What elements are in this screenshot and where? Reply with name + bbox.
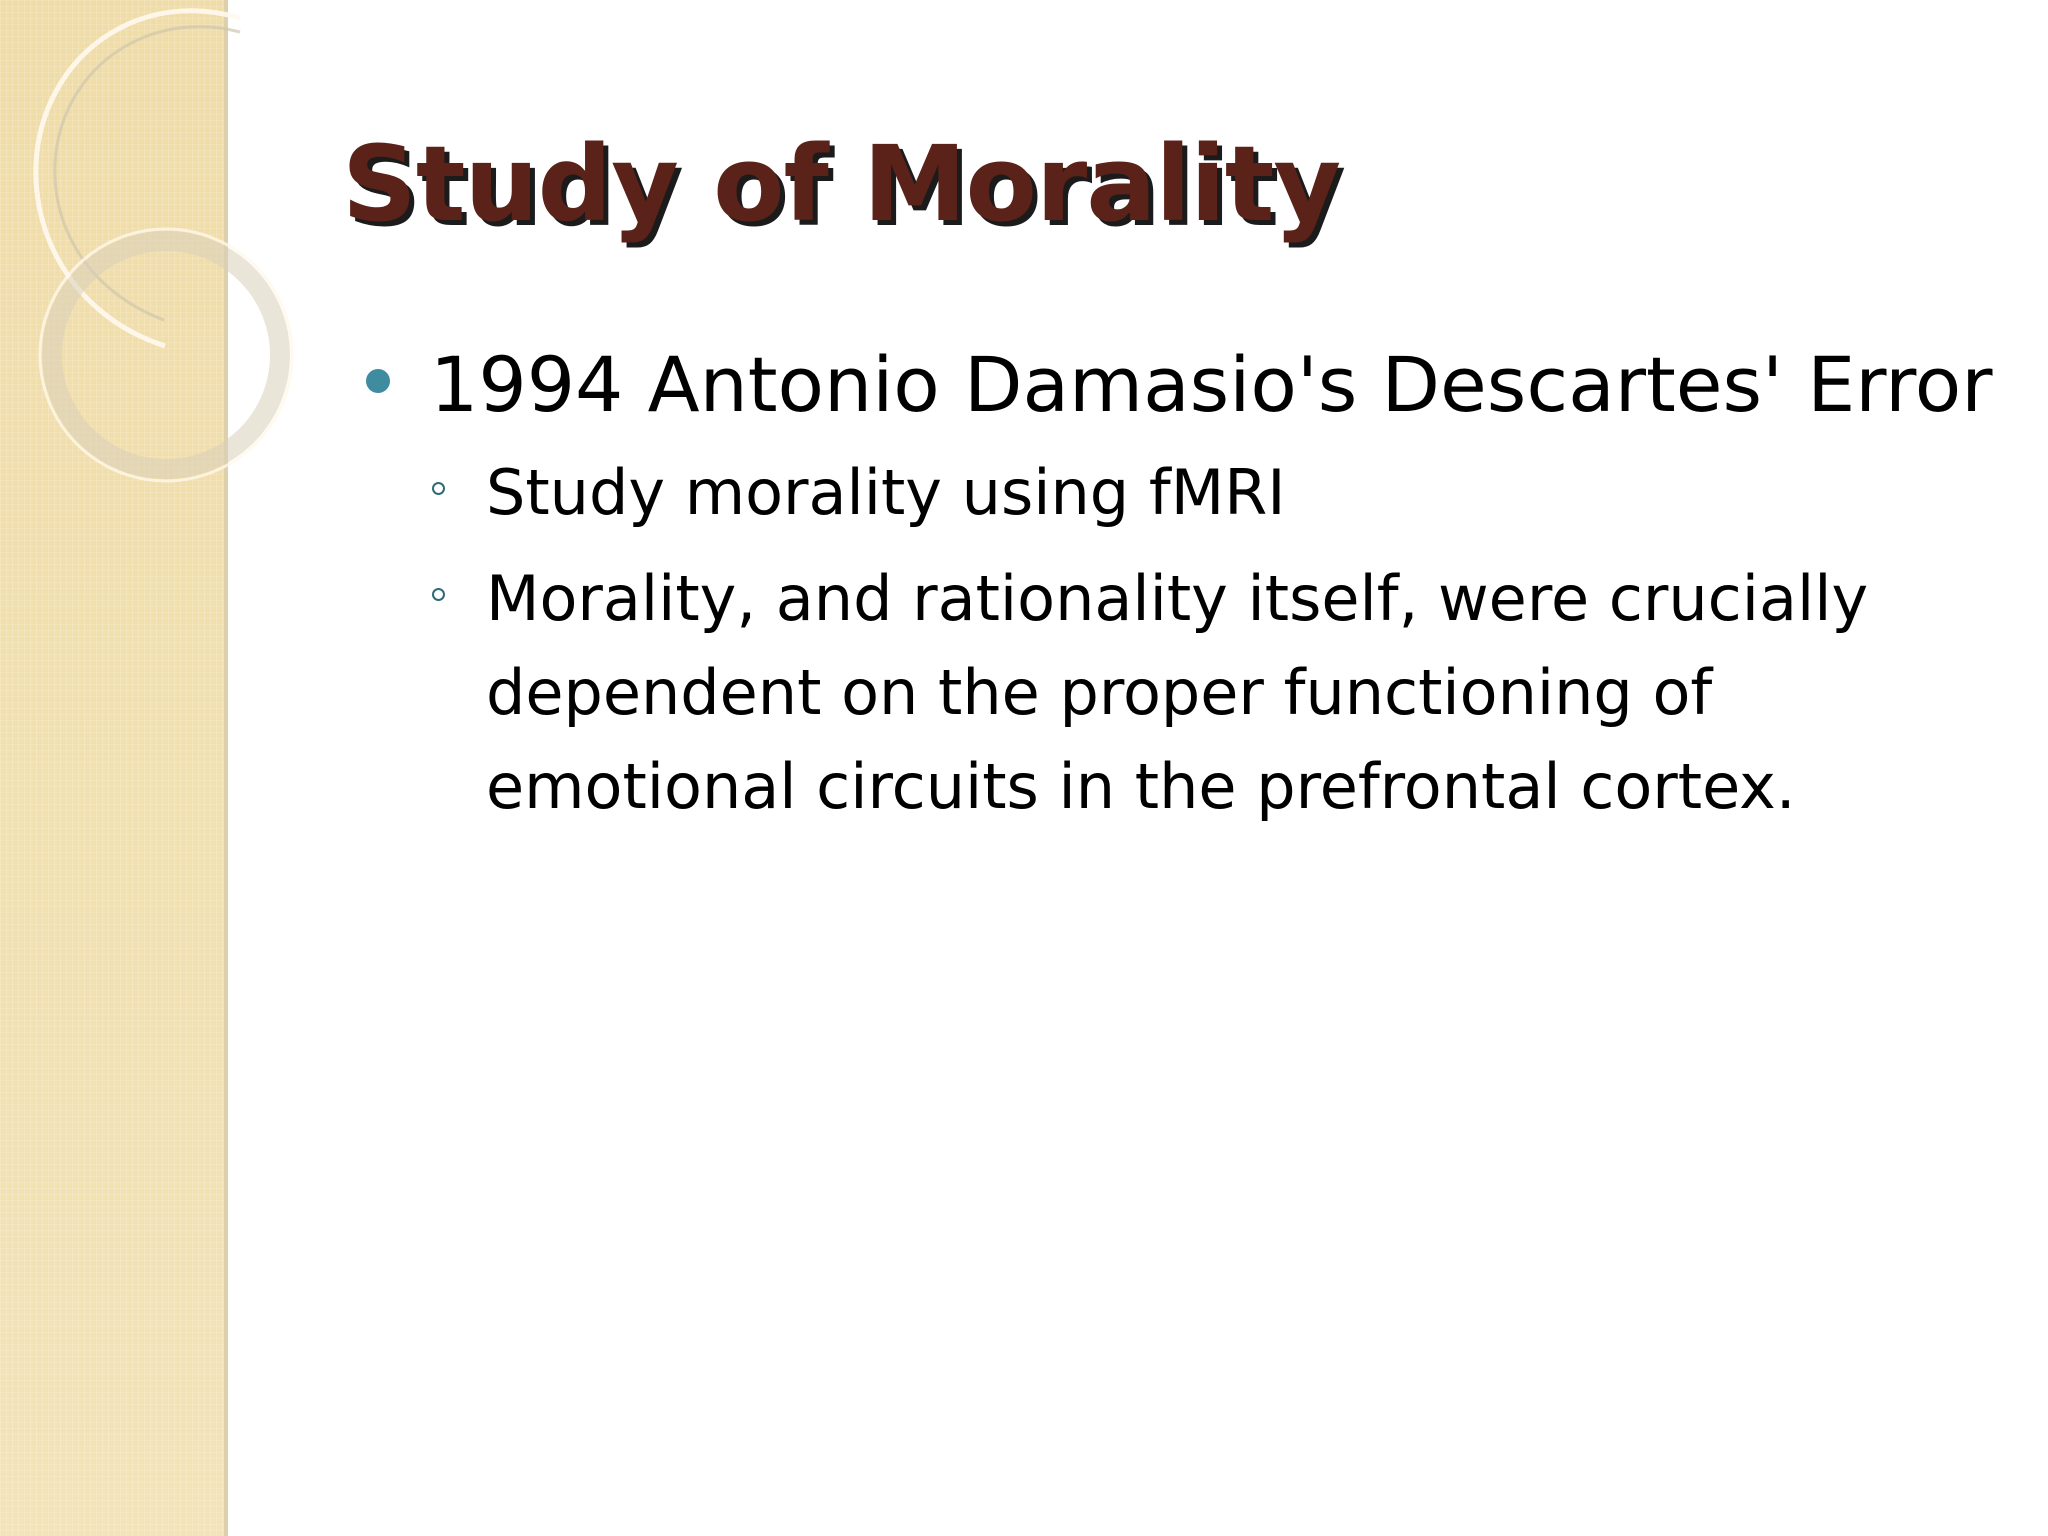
small-ring-shape bbox=[52, 241, 280, 469]
main-bullet-text: 1994 Antonio Damasio's Descartes' Error bbox=[430, 340, 1993, 429]
sub-bullet-list bbox=[350, 446, 1990, 835]
sub-bullet-text: Study morality using fMRI bbox=[486, 455, 1286, 529]
sub-bullet-item bbox=[432, 446, 1990, 540]
decorative-rings-graphic bbox=[0, 0, 240, 520]
sub-bullet-text: Morality, and rationality itself, were crucially dependent on the proper functioning of emotional circuits in the prefrontal cortex. bbox=[486, 561, 1869, 824]
open-circle-bullet-icon bbox=[432, 482, 445, 495]
main-bullet-item bbox=[350, 340, 1993, 430]
slide-content bbox=[350, 340, 1993, 847]
small-ring-highlight bbox=[40, 229, 292, 481]
slide-title: Study of Morality bbox=[342, 123, 1341, 245]
sub-bullet-item bbox=[432, 552, 1990, 835]
filled-circle-bullet-icon bbox=[366, 369, 390, 393]
open-circle-bullet-icon bbox=[432, 588, 445, 601]
